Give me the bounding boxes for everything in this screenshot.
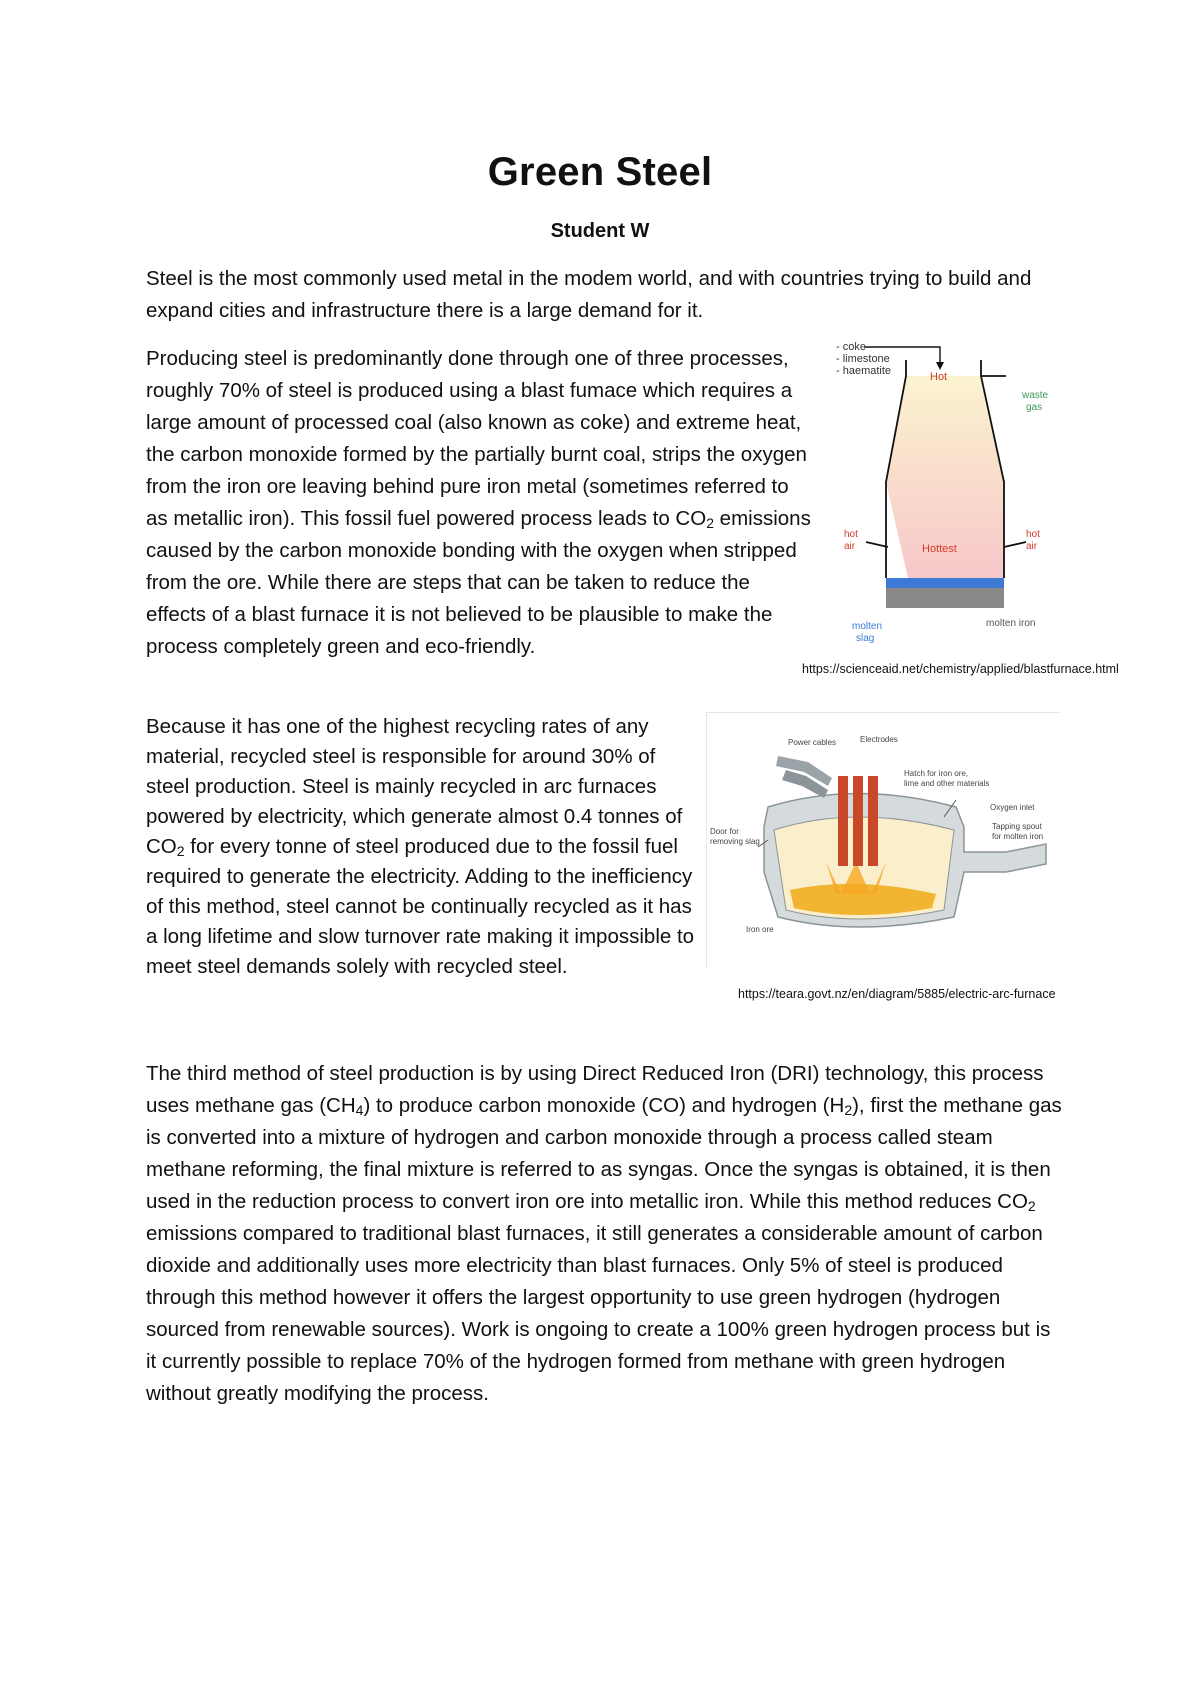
label-haematite: - haematite (836, 365, 892, 377)
label-hot-air-left-2: air (844, 541, 856, 552)
paragraph-recycling: Because it has one of the highest recycling rates of any material, recycled steel is responsible for around 30% of steel production. Steel is mainly recycled in arc furnaces powered by electricity, which generate almost 0.4 tonnes of $CO_2$ for every tonne of steel produced due to the fossil fuel required to generate the electricity. Adding to the inefficiency of this method, steel cannot be continually recycled as it has a long lifetime and slow turnover rate making it impossible to meet steel demands solely with recycled steel. (146, 715, 695, 978)
label-oxygen-inlet: Oxygen inlet (990, 803, 1035, 812)
blast-furnace-caption: https://scienceaid.net/chemistry/applied/blastfurnace.html (802, 662, 1119, 676)
label-hottest: Hottest (922, 543, 957, 555)
label-hot: Hot (930, 371, 948, 383)
label-tapping-spout: Tapping spout (992, 822, 1042, 831)
label-hot-air-right: hot (1026, 529, 1040, 540)
label-door: Door for (710, 827, 739, 836)
label-hot-air-left: hot (844, 529, 858, 540)
label-coke: - coke (836, 342, 866, 353)
label-limestone: - limestone (836, 353, 890, 365)
label-door-2: removing slag (710, 837, 760, 846)
label-molten-slag-2: slag (856, 633, 875, 644)
arc-furnace-diagram (706, 712, 1060, 968)
label-molten-slag: molten (852, 621, 883, 632)
paragraph-blast-furnace: Producing steel is predominantly done through one of three processes, roughly 70% of steel is produced using a blast fumace which requires a large amount of processed coal (also known as coke) and extreme heat, the carbon monoxide formed by the partially burnt coal, strips the oxygen from the iron ore leaving behind pure iron metal (sometimes referred to as metallic iron). This fossil fuel powered process leads to $CO_2$ emissions caused by the carbon monoxide bonding with the oxygen when stripped from the ore. While there are steps that can be taken to reduce the effects of a blast furnace it is not believed to be plausible to make the process completely green and eco-friendly. (146, 347, 811, 658)
blast-furnace-diagram (826, 342, 1058, 662)
label-gas: gas (1026, 402, 1043, 413)
label-iron-ore: Iron ore (746, 925, 774, 934)
arc-furnace-caption: https://teara.govt.nz/en/diagram/5885/electric-arc-furnace (738, 987, 1056, 1001)
paragraph-intro: Steel is the most commonly used metal in the modem world, and with countries trying to build and expand cities and infrastructure there is a large demand for it. (146, 267, 1032, 322)
paragraph-dri: The third method of steel production is by using Direct Reduced Iron (DRI) technology, this process uses methane gas $(CH_4)$ to produce carbon monoxide (CO) and hydrogen $(H_2)$, first the methane gas is converted into a mixture of hydrogen and carbon monoxide through a process called steam methane reforming, the final mixture is referred to as syngas. Once the syngas is obtained, it is then used in the reduction process to convert iron ore into metallic iron. While this method reduces $CO_2$ emissions compared to traditional blast furnaces, it still generates a considerable amount of carbon dioxide and additionally uses more electricity than blast furnaces. Only 5% of steel is produced through this method however it offers the largest opportunity to use green hydrogen (hydrogen sourced from renewable sources). Work is ongoing to create a 100% green hydrogen process but is it currently possible to replace 70% of the hydrogen formed from methane with green hydrogen without greatly modifying the process. (146, 1062, 1062, 1405)
document-title: Green Steel (487, 150, 713, 194)
label-hatch: Hatch for iron ore, (904, 769, 969, 778)
label-electrodes: Electrodes (860, 735, 898, 744)
label-tapping-spout-2: for molten iron (992, 832, 1044, 841)
label-hatch-2: lime and other materials (904, 779, 990, 788)
label-power-cables: Power cables (788, 738, 837, 747)
label-hot-air-right-2: air (1026, 541, 1038, 552)
label-molten-iron: molten iron (986, 618, 1036, 629)
label-waste: waste (1022, 390, 1049, 401)
document-author: Student W (550, 220, 650, 242)
